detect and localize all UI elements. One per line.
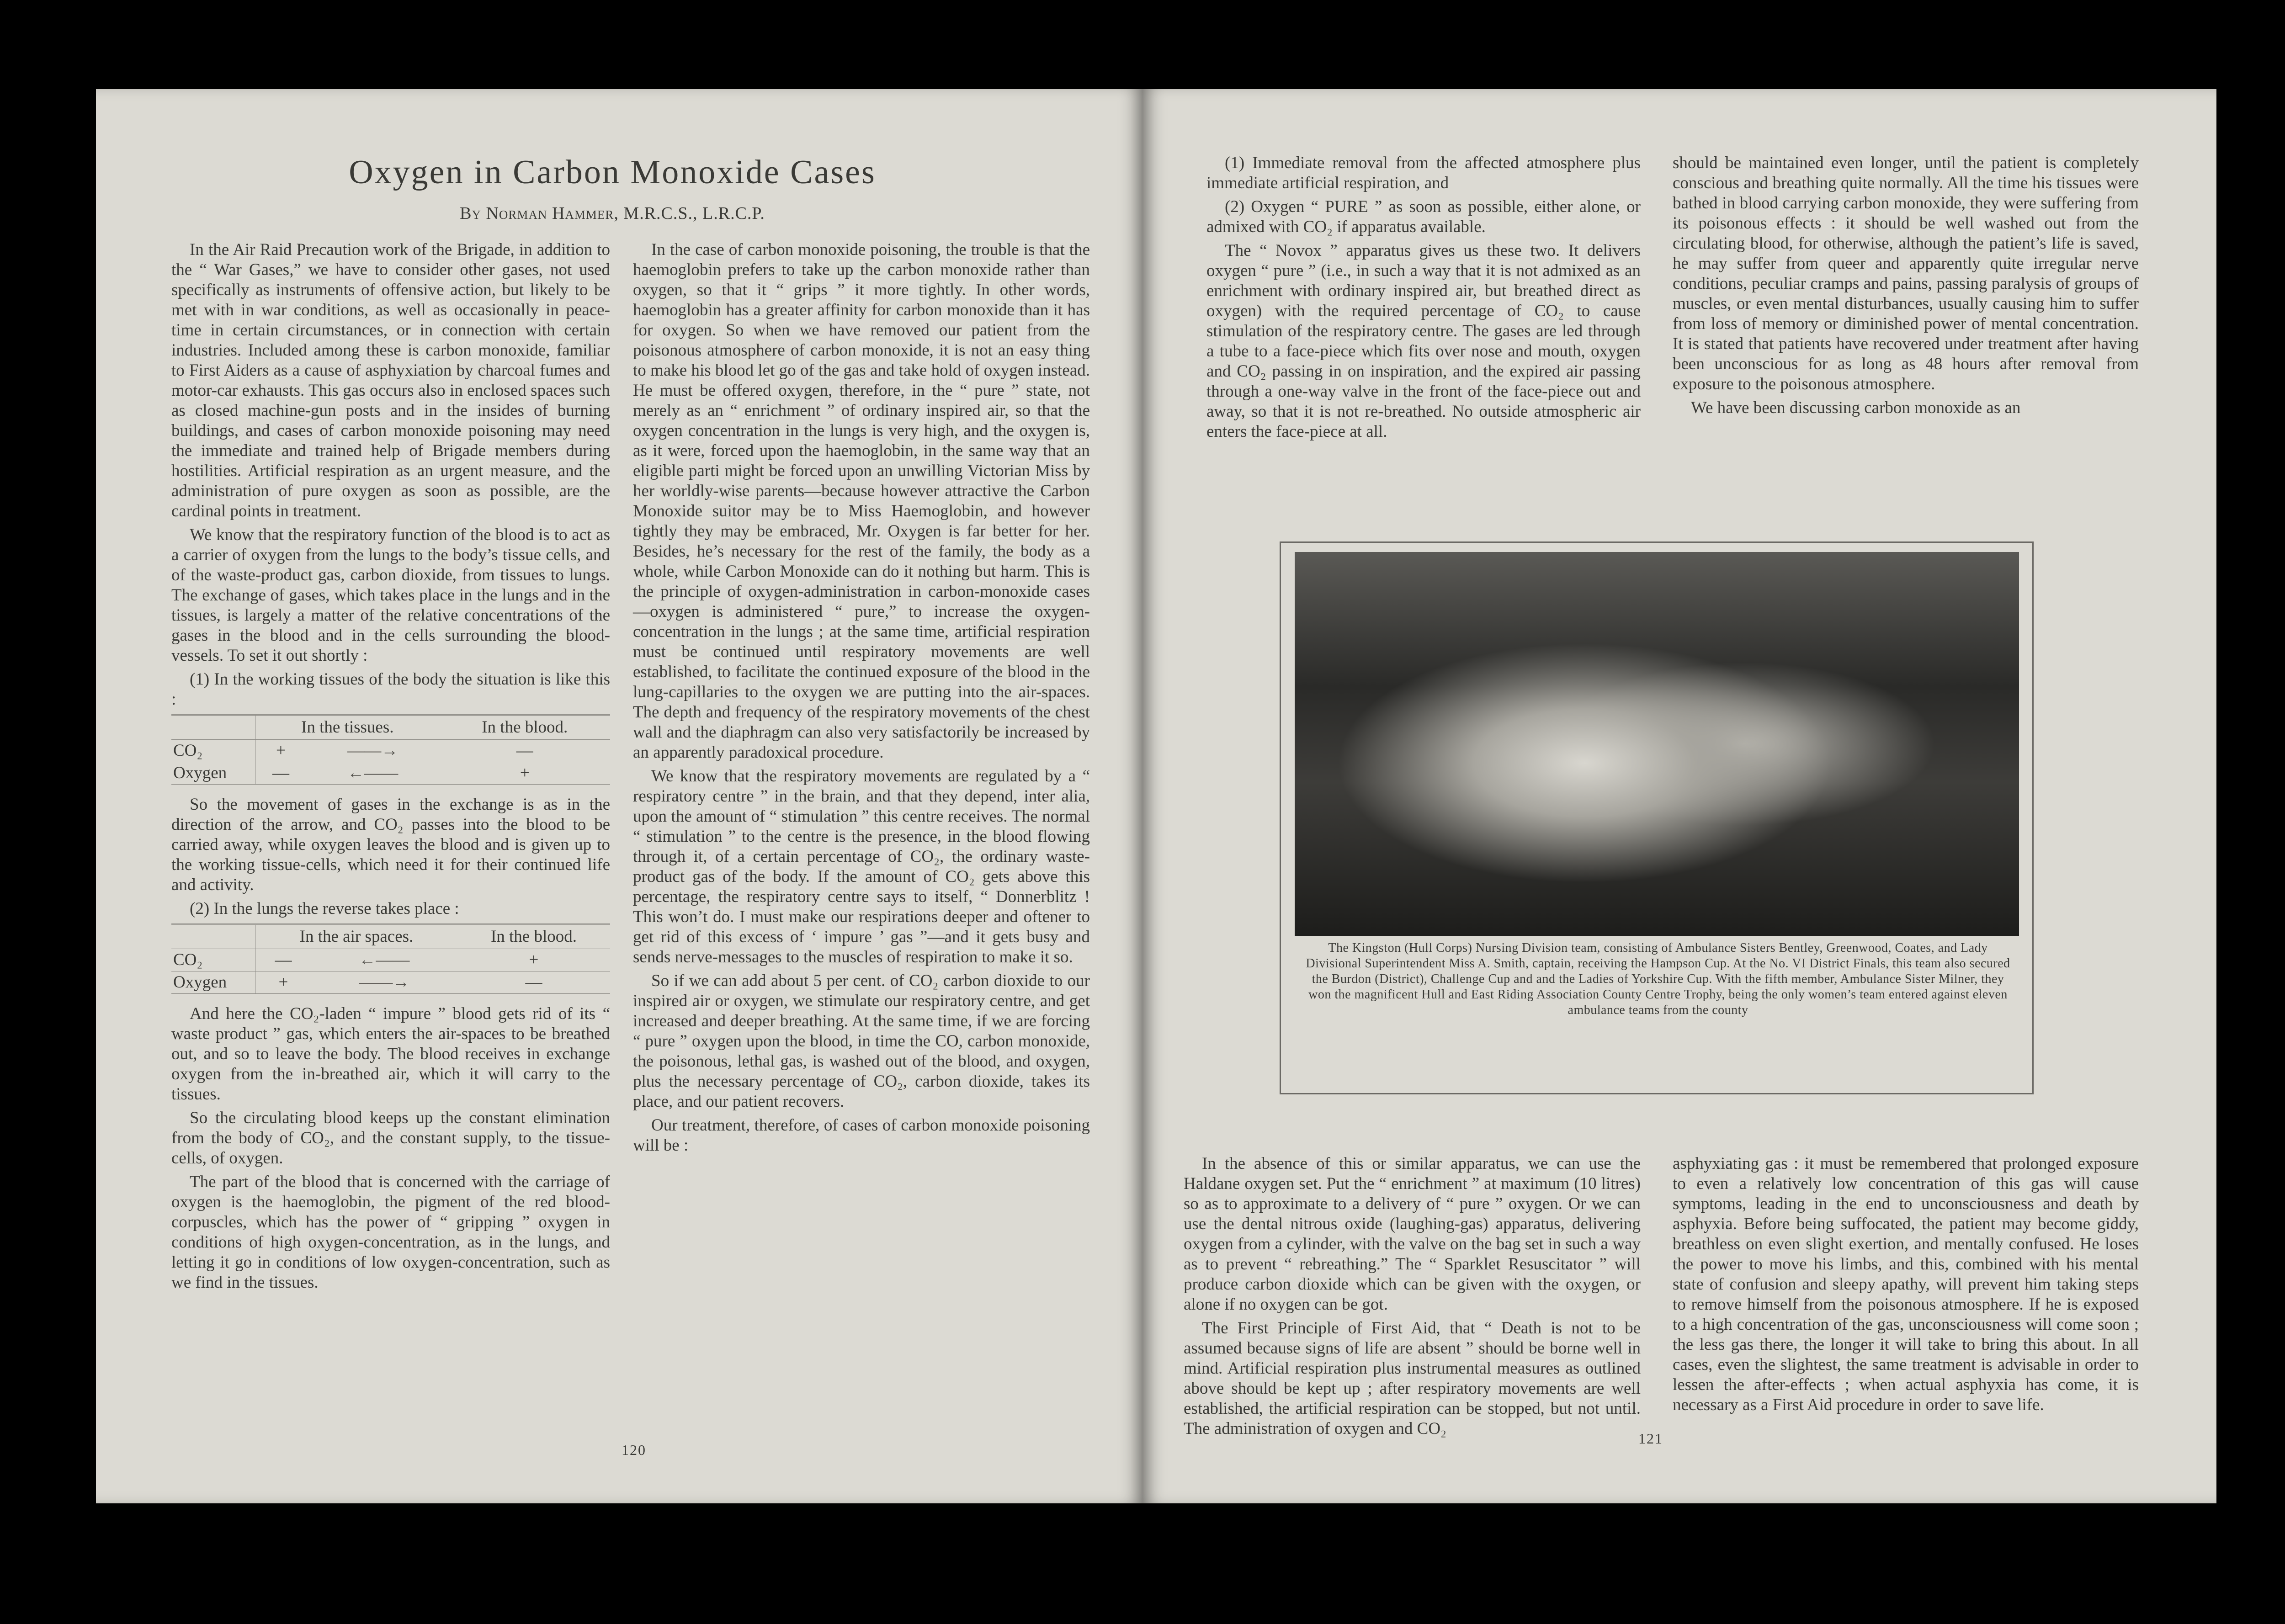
table-header: In the tissues. bbox=[255, 715, 440, 740]
paragraph: The part of the blood that is concerned with the carriage of oxygen is the haemoglobin, the pigment of the red blood-corpuscles, which has the power of “ gripping ” oxygen in conditions of high oxygen-concentration, as in the lungs, and letting it go in conditions of low oxygen-concentration, such as we find in the tissues. bbox=[171, 1173, 610, 1292]
table-header: In the air spaces. bbox=[255, 924, 457, 949]
right-column-2-top bbox=[1673, 153, 2139, 422]
right-column-2-bottom bbox=[1673, 1154, 2139, 1419]
arrow-right-icon: ——→ bbox=[311, 971, 457, 994]
table-row: CO₂ — ←—— + bbox=[171, 949, 610, 971]
left-column-2 bbox=[633, 240, 1090, 1159]
paragraph: Our treatment, therefore, of cases of carbon monoxide poisoning will be : bbox=[633, 1116, 1090, 1155]
right-column-1-top bbox=[1206, 153, 1641, 446]
byline bbox=[96, 203, 1129, 223]
gas-exchange-table-lungs bbox=[171, 923, 610, 994]
right-page bbox=[1142, 89, 2216, 1503]
table-row: Oxygen + ——→ — bbox=[171, 971, 610, 994]
paragraph: So the movement of gases in the exchange is as in the direction of the arrow, and CO₂ passes into the blood to be carried away, while oxygen leaves the blood and is given up to the working tissue-cells, which need it for their continued life and activity. bbox=[171, 795, 610, 894]
arrow-left-icon: ←—— bbox=[306, 762, 440, 785]
table-header: In the blood. bbox=[457, 924, 610, 949]
paragraph: (2) In the lungs the reverse takes place : bbox=[190, 899, 459, 918]
right-column-1-bottom bbox=[1184, 1154, 1641, 1443]
photo-figure bbox=[1280, 541, 2034, 1094]
gas-exchange-table-tissues bbox=[171, 714, 610, 785]
table-row: CO₂ + ——→ — bbox=[171, 740, 610, 762]
paragraph: (2) Oxygen “ PURE ” as soon as possible, either alone, or admixed with CO₂ if apparatus available. bbox=[1206, 197, 1641, 236]
byline-prefix: By bbox=[460, 204, 481, 223]
left-page bbox=[96, 89, 1142, 1503]
author-name: Norman Hammer bbox=[486, 204, 614, 223]
paragraph: The First Principle of First Aid, that “ Death is not to be assumed because signs of life are absent ” should be borne well in mind. Artificial respiration plus instrumental measures as outlined above should be kept up ; after respiratory movements are well established, the artificial respiration can be stopped, but not until. The administration of oxygen and CO₂ bbox=[1184, 1319, 1641, 1438]
paragraph: (1) In the working tissues of the body the situation is like this : bbox=[171, 670, 610, 709]
table-row: Oxygen — ←—— + bbox=[171, 762, 610, 785]
paragraph: So the circulating blood keeps up the constant elimination from the body of CO₂, and the constant supply, to the tissue-cells, of oxygen. bbox=[171, 1109, 610, 1168]
paragraph: should be maintained even longer, until the patient is completely conscious and breathing quite normally. All the time his tissues were bathed in blood carrying carbon monoxide, they were suffering from its poisonous effects : it should be well washed out from the circulating blood, for otherwise, although the patient’s life is saved, he may suffer from queer and apparently quite irregular nerve conditions, peculiar cramps and pains, passing paralysis of groups of muscles, or even mental disturbances, usually causing him to suffer from loss of memory or diminished power of mental concentration. It is stated that patients have recovered under treatment after having been unconscious for as long as 48 hours after removal from exposure to the poisonous atmosphere. bbox=[1673, 154, 2139, 393]
paragraph: asphyxiating gas : it must be remembered that prolonged exposure to even a relatively low concentration of this gas will cause symptoms, leading in the end to unconsciousness and death by asphyxia. Before being suffocated, the patient may become giddy, breathless on even slight exertion, and mentally confused. He loses the power to move his limbs, and this, combined with his mental state of confusion and sleepy apathy, will prevent him taking steps to remove himself from the poisonous atmosphere. If he is exposed to a high concentration of the gas, unconsciousness will come soon ; the less gas there, the longer it will take to bring this about. In all cases, even the slightest, the same treatment is advisable in order to lessen the after-effects ; when actual asphyxia has come, it is necessary as a First Aid procedure in order to save life. bbox=[1673, 1154, 2139, 1414]
arrow-right-icon: ——→ bbox=[306, 740, 440, 762]
paragraph: In the Air Raid Precaution work of the Brigade, in addition to the “ War Gases,” we have to consider other gases, not used specifically as instruments of offensive action, but likely to be met with in war conditions, as well as occasionally in peace-time in certain circumstances, or in connection with certain industries. Included among these is carbon monoxide, familiar to First Aiders as a cause of asphyxiation by charcoal fumes and motor-car exhausts. This gas occurs also in enclosed spaces such as closed machine-gun posts and in the insides of burning buildings, and cases of carbon monoxide poisoning may need the immediate and trained help of Brigade members during hostilities. Artificial respiration as an urgent measure, and the administration of pure oxygen as soon as possible, are the cardinal points in treatment. bbox=[171, 240, 610, 520]
paragraph: In the case of carbon monoxide poisoning, the trouble is that the haemoglobin prefers to take up the carbon monoxide rather than oxygen, so that it “ grips ” it more tightly. In other words, haemoglobin has a greater affinity for carbon monoxide than it has for oxygen. So when we have removed our patient from the poisonous atmosphere of carbon monoxide, it is not an easy thing to make his blood let go of the gas and take hold of oxygen instead. He must be offered oxygen, therefore, in the “ pure ” state, not merely as an “ enrichment ” of ordinary inspired air, so that the oxygen concentration in the lungs is very high, and the oxygen is, as it were, forced upon the haemoglobin, in the same way that an eligible parti might be forced upon an unwilling Victorian Miss by her worldly-wise parents—because however attractive the Carbon Monoxide suitor may be to Miss Haemoglobin, and however tightly they may be embraced, Mr. Oxygen is far better for her. Besides, he’s necessary for the rest of the family, the body as a whole, while Carbon Monoxide can do it nothing but harm. This is the principle of oxygen-administration in carbon-monoxide cases—oxygen is administered “ pure,” to increase the oxygen-concentration in the lungs ; at the same time, artificial respiration must be continued until respiratory movements are well established, to facilitate the continued exposure of the blood in the lung-capillaries to the oxygen we are putting into the air-spaces. The depth and frequency of the respiratory movements of the chest wall and the diaphragm can also very satisfactorily be increased by an apparently paradoxical procedure. bbox=[633, 240, 1090, 762]
arrow-left-icon: ←—— bbox=[311, 949, 457, 971]
page-number: 120 bbox=[622, 1442, 646, 1458]
left-column-1 bbox=[171, 240, 610, 1296]
team-photograph bbox=[1295, 552, 2019, 936]
article-title: Oxygen in Carbon Monoxide Cases bbox=[349, 154, 876, 191]
paragraph: We know that the respiratory movements are regulated by a “ respiratory centre ” in the brain, and that they depend, inter alia, upon the amount of “ stimulation ” this centre receives. The normal “ stimulation ” to the centre is the presence, in the blood flowing through it, of a certain percentage of CO₂, the ordinary waste-product gas of the body. If the amount of CO₂ gets above this percentage, the respiratory centre says to itself, “ Donnerblitz ! This won’t do. I must make our respirations deeper and oftener to get rid of this excess of ‘ impure ’ gas ”—and it gets busy and sends nerve-messages to the muscles of respiration to make it so. bbox=[633, 767, 1090, 966]
page-number: 121 bbox=[1638, 1430, 1663, 1447]
paragraph: So if we can add about 5 per cent. of CO₂ carbon dioxide to our inspired air or oxygen, we stimulate our respiratory centre, and get increased and deeper breathing. At the same time, if we are forcing “ pure ” oxygen upon the blood, in time the CO, carbon monoxide, the poisonous, lethal gas, is washed out of the blood, and oxygen, plus the necessary percentage of CO₂, carbon dioxide, takes its place, and our patient recovers. bbox=[633, 971, 1090, 1111]
paragraph: We know that the respiratory function of the blood is to act as a carrier of oxygen from the lungs to the body’s tissue cells, and of the waste-product gas, carbon dioxide, from tissues to lungs. The exchange of gases, which takes place in the lungs and in the tissues, is largely a matter of the relative concentrations of the gases in the blood and in the cells surrounding the blood-vessels. To set it out shortly : bbox=[171, 525, 610, 665]
paragraph: We have been discussing carbon monoxide as an bbox=[1691, 398, 2021, 417]
author-credentials: , M.R.C.S., L.R.C.P. bbox=[614, 204, 765, 223]
paragraph: The “ Novox ” apparatus gives us these two. It delivers oxygen “ pure ” (i.e., in such a way that it is not admixed as an enrichment with ordinary inspired air, but breathed direct as oxygen) with the required percentage of CO₂ to cause stimulation of the respiratory centre. The gases are led through a tube to a face-piece which fits over nose and mouth, oxygen and CO₂ passing in on inspiration, and the expired air passing through a one-way valve in the front of the face-piece out and away, so that it is not re-breathed. No outside atmospheric air enters the face-piece at all. bbox=[1206, 241, 1641, 441]
photo-caption: The Kingston (Hull Corps) Nursing Division team, consisting of Ambulance Sisters Bentley, Greenwood, Coates, and Lady Divisional Superintendent Miss A. Smith, captain, receiving the Hampson Cup. At the No. VI District Finals, this team also secured the Burdon (District), Challenge Cup and and the Ladies of Yorkshire Cup. With the fifth member, Ambulance Sister Milner, they won the magnificent Hull and East Riding Association County Centre Trophy, being the only women’s team entered against eleven ambulance teams from the county bbox=[1306, 941, 2010, 1017]
table-header: In the blood. bbox=[440, 715, 610, 740]
paragraph: In the absence of this or similar apparatus, we can use the Haldane oxygen set. Put the “ enrichment ” at maximum (10 litres) so as to approximate to a delivery of “ pure ” oxygen. Or we can use the dental nitrous oxide (laughing-gas) apparatus, delivering oxygen from a cylinder, with the valve on the bag set in such a way as to prevent “ rebreathing.” The “ Sparklet Resuscitator ” will produce carbon dioxide which can be given with the oxygen, or alone if no oxygen can be got. bbox=[1184, 1154, 1641, 1314]
paragraph: And here the CO₂-laden “ impure ” blood gets rid of its “ waste product ” gas, which enters the air-spaces to be breathed out, and so to leave the body. The blood receives in exchange oxygen from the in-breathed air, which it will carry to the tissues. bbox=[171, 1004, 610, 1104]
paragraph: (1) Immediate removal from the affected atmosphere plus immediate artificial respiration, and bbox=[1206, 154, 1641, 192]
